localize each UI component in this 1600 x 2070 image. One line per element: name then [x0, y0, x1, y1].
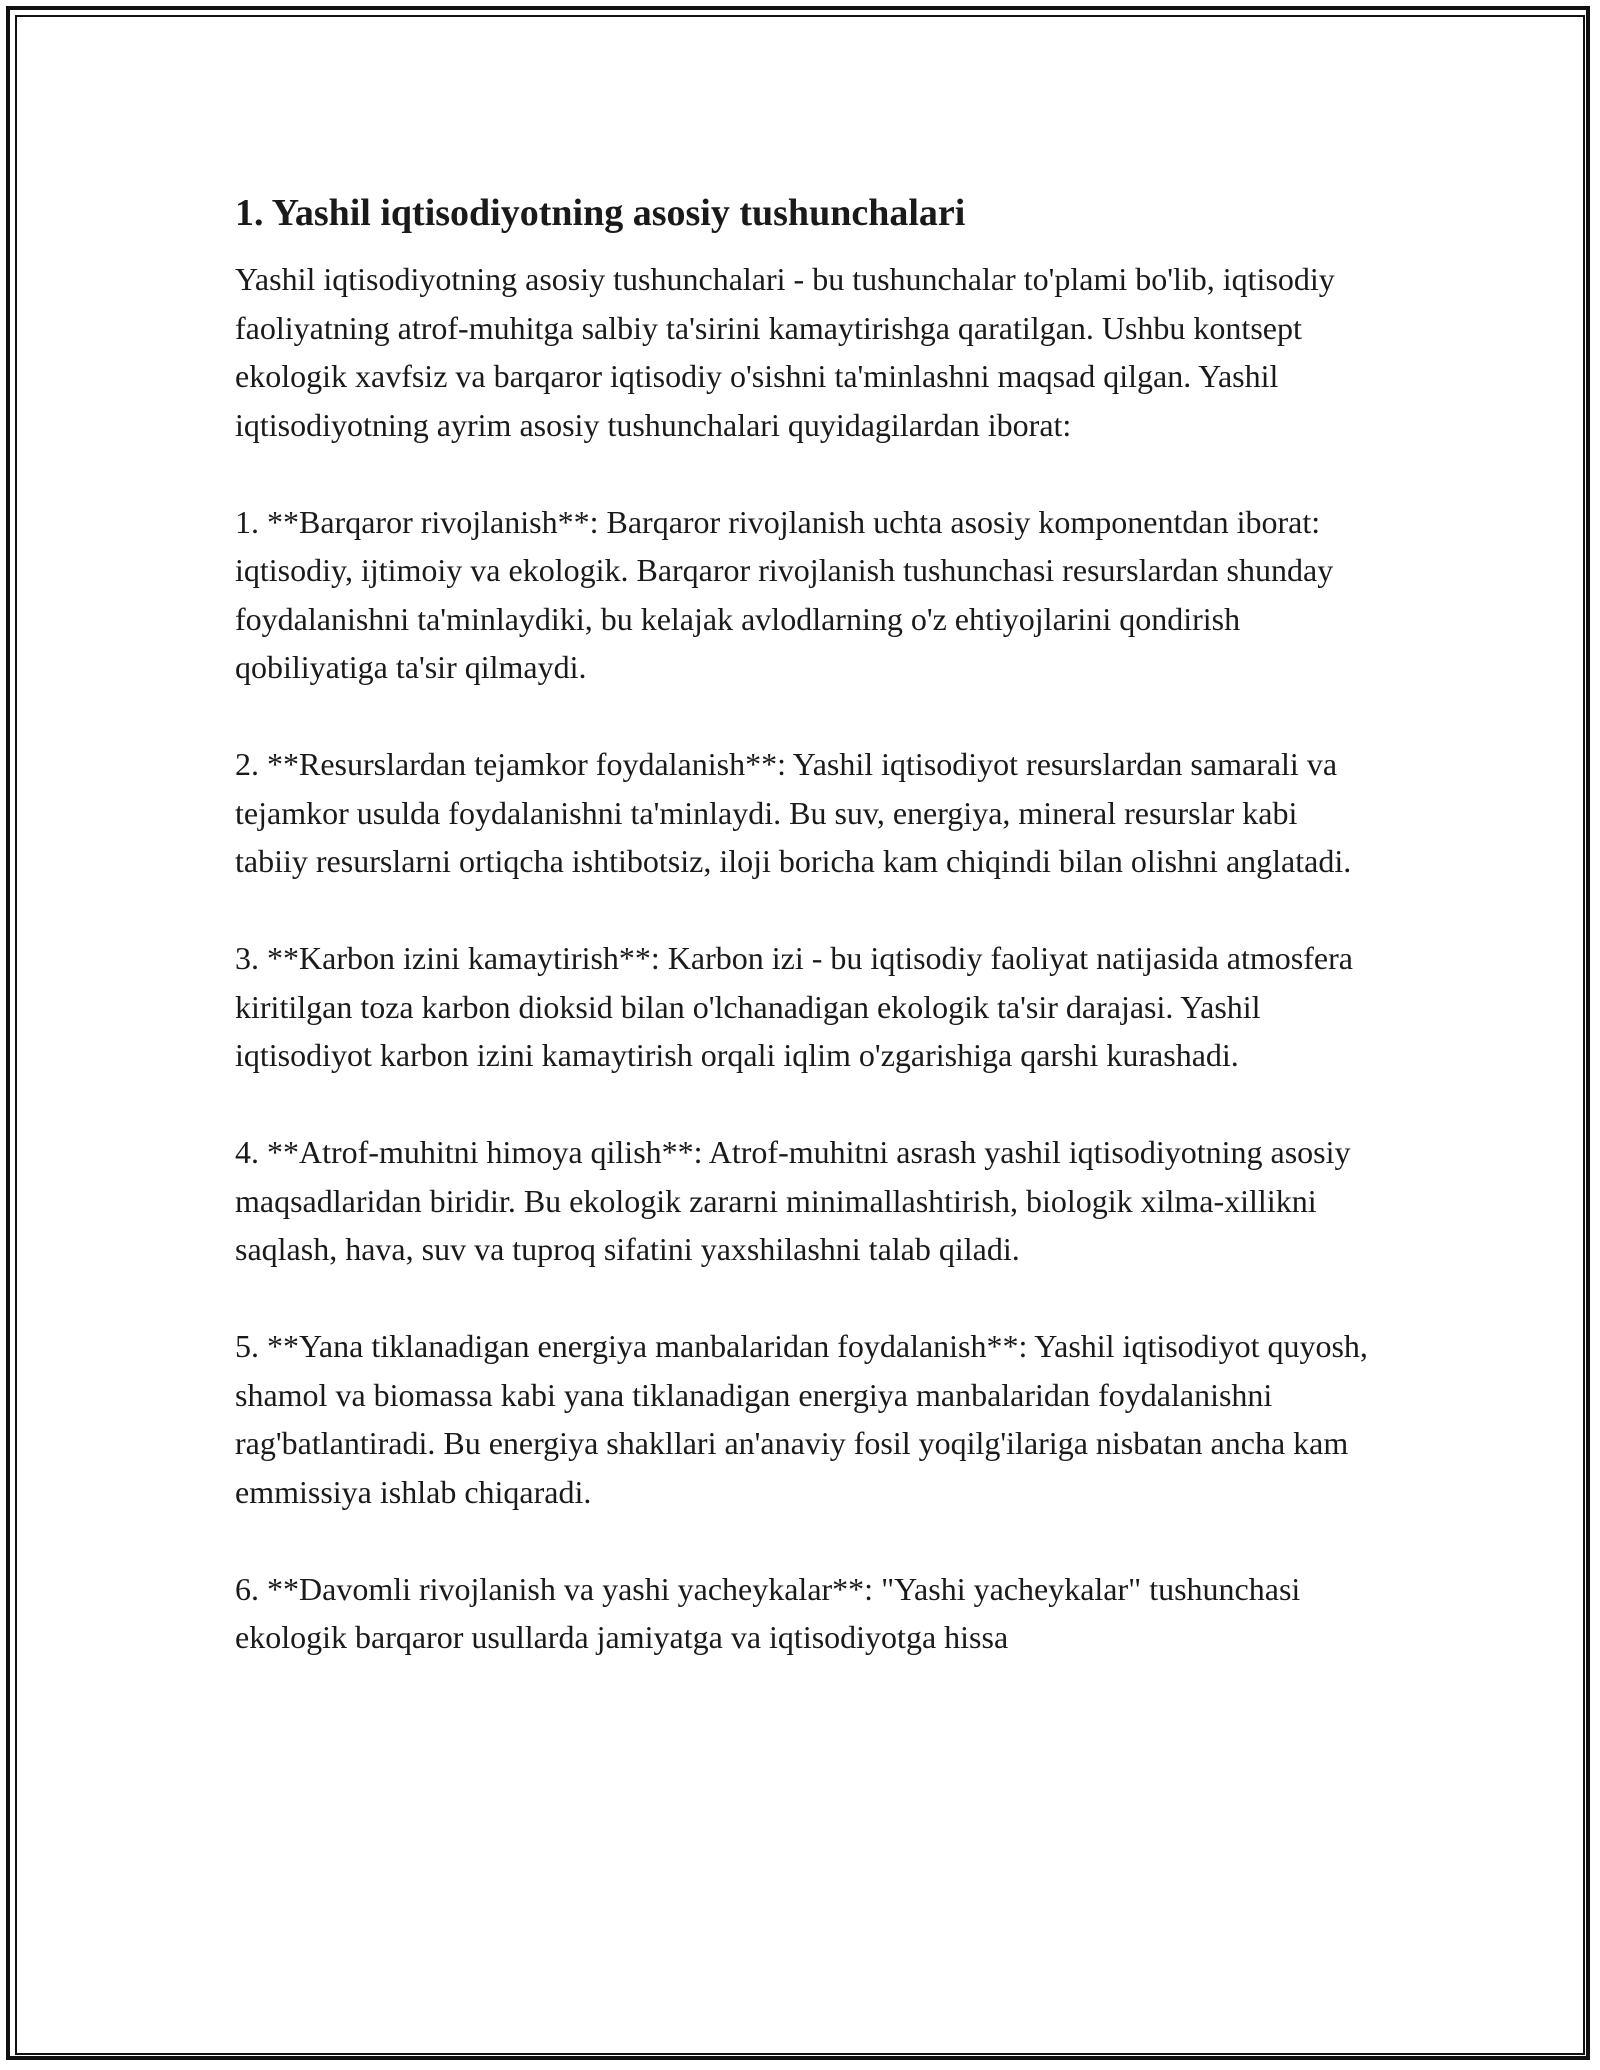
document-title: 1. Yashil iqtisodiyotning asosiy tushunchalari	[235, 192, 966, 234]
document-body	[235, 185, 1375, 1710]
list-item-2: 2. **Resurslardan tejamkor foydalanish**: Yashil iqtisodiyot resurslardan samarali va tejamkor usulda foydalanishni ta'minlaydi. Bu suv, energiya, mineral resurslar kabi tabiiy resurslarni ortiqcha ishtibotsiz, iloji boricha kam chiqindi bilan olishni anglatadi.	[235, 746, 1352, 879]
intro-paragraph: Yashil iqtisodiyotning asosiy tushunchalari - bu tushunchalar to'plami bo'lib, iqtisodiy faoliyatning atrof-muhitga salbiy ta'sirini kamaytirishga qaratilgan. Ushbu kontsept ekologik xavfsiz va barqaror iqtisodiy o'sishni ta'minlashni maqsad qilgan. Yashil iqtisodiyotning ayrim asosiy tushunchalari quyidagilardan iborat:	[235, 261, 1335, 443]
list-item-6: 6. **Davomli rivojlanish va yashi yacheykalar**: "Yashi yacheykalar" tushunchasi ekologik barqaror usullarda jamiyatga va iqtisodiyotga hissa	[235, 1570, 1301, 1655]
list-item-4: 4. **Atrof-muhitni himoya qilish**: Atrof-muhitni asrash yashil iqtisodiyotning asosiy maqsadlaridan biridir. Bu ekologik zararni minimallashtirish, biologik xilma-xillikni saqlash, hava, suv va tuproq sifatini yaxshilashni talab qiladi.	[235, 1134, 1351, 1267]
list-item-3: 3. **Karbon izini kamaytirish**: Karbon izi - bu iqtisodiy faoliyat natijasida atmosfera kiritilgan toza karbon dioksid bilan o'lchanadigan ekologik ta'sir darajasi. Yashil iqtisodiyot karbon izini kamaytirish orqali iqlim o'zgarishiga qarshi kurashadi.	[235, 940, 1353, 1073]
list-item-5: 5. **Yana tiklanadigan energiya manbalaridan foydalanish**: Yashil iqtisodiyot quyosh, shamol va biomassa kabi yana tiklanadigan energiya manbalaridan foydalanishni rag'batlantiradi. Bu energiya shakllari an'anaviy fosil yoqilg'ilariga nisbatan ancha kam emmissiya ishlab chiqaradi.	[235, 1328, 1368, 1510]
list-item-1: 1. **Barqaror rivojlanish**: Barqaror rivojlanish uchta asosiy komponentdan iborat: iqtisodiy, ijtimoiy va ekologik. Barqaror rivojlanish tushunchasi resurslardan shunday foydalanishni ta'minlaydiki, bu kelajak avlodlarning o'z ehtiyojlarini qondirish qobiliyatiga ta'sir qilmaydi.	[235, 503, 1334, 685]
